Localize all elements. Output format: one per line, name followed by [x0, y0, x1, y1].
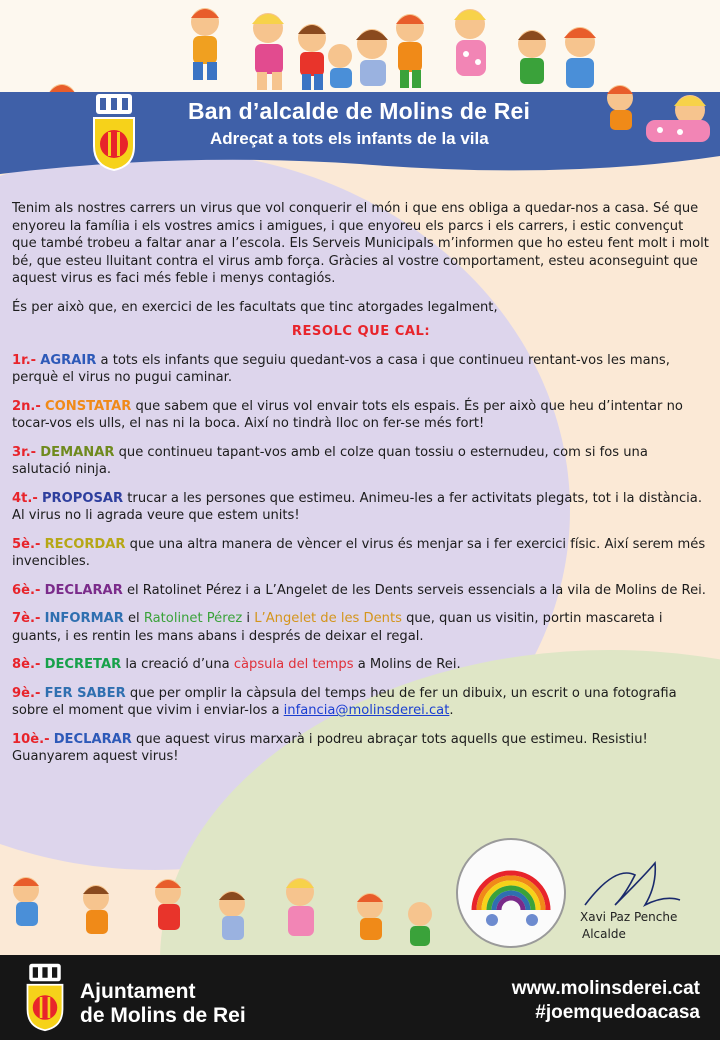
item-number: 5è.- [12, 536, 41, 552]
kids-bottom-illustration [0, 868, 460, 956]
footer-hashtag: #joemquedoacasa [535, 1002, 700, 1023]
signatory-name: Xavi Paz Penche [580, 910, 678, 924]
item-keyword: DECRETAR [44, 657, 122, 672]
footer-website-link[interactable]: www.molinsderei.cat [511, 978, 700, 999]
item-keyword: INFORMAR [44, 611, 124, 626]
footer-org-name-line1: Ajuntament [80, 980, 196, 1003]
item-highlight: Ratolinet Pérez [143, 611, 243, 626]
decree-item [12, 398, 710, 433]
signature-icon [575, 855, 685, 915]
decree-item [12, 352, 710, 387]
item-text: . [449, 703, 454, 718]
decree-item [12, 490, 710, 525]
item-text: la creació d’una [121, 657, 234, 672]
intro-preamble: És per això que, en exercici de les facultats que tinc atorgades legalment, [12, 299, 498, 315]
item-text: el [123, 611, 144, 626]
decree-item [12, 685, 710, 720]
item-keyword: DECLARAR [44, 582, 123, 598]
item-text: que continueu tapant-vos amb el colze quan tossiu o esternudeu, com si fos una salutació ninja. [12, 444, 648, 477]
item-text: que aquest virus marxarà i podreu abraçar tots aquells que estimeu. Resistiu! Guanyarem aquest virus! [12, 731, 648, 764]
footer-crest-icon [24, 962, 66, 1032]
item-text: a tots els infants que seguiu quedant-vos a casa i que continueu rentant-vos les mans, perquè el virus no pugui caminar. [12, 352, 670, 385]
item-keyword: DECLARAR [53, 731, 132, 747]
municipal-crest-icon [90, 92, 138, 172]
item-text: a Molins de Rei. [353, 657, 461, 672]
rainbow-seal [456, 838, 566, 948]
item-keyword: FER SABER [44, 685, 126, 701]
item-number: 10è.- [12, 731, 50, 747]
decree-item [12, 536, 710, 571]
decree-item [12, 731, 710, 766]
item-number: 6è.- [12, 582, 41, 598]
item-highlight: càpsula del temps [233, 657, 354, 672]
kids-banner-right-illustration [590, 70, 720, 160]
intro-paragraph: Tenim als nostres carrers un virus que vol conquerir el món i que ens obliga a quedar-nos a casa. Sé que enyoreu la família i els vostres amics i amigues, i que enyoreu els parcs i els carrers, i estic convençut que també trobeu a faltar anar a l’escola. Els Serveis Municipals m’informen que ho esteu fent molt i molt bé, que esteu lluitant contra el virus amb força. Gràcies al vostre comportament, esteu aconseguint que aquest virus es faci més feble i menys contagiós. [12, 201, 709, 286]
item-number: 8è.- [12, 657, 41, 672]
item-number: 2n.- [12, 398, 41, 414]
email-link[interactable]: infancia@molinsderei.cat [283, 703, 450, 718]
item-text: que per omplir la càpsula del temps heu de fer un dibuix, un escrit o una fotografia sobre el moment que vivim i enviar-los a [12, 685, 677, 718]
resolution-heading: RESOLC QUE CAL: [291, 324, 431, 339]
item-text: i [242, 611, 255, 626]
item-number: 9è.- [12, 685, 41, 701]
item-keyword: RECORDAR [44, 536, 126, 552]
decree-item [12, 582, 710, 600]
item-number: 1r.- [12, 352, 37, 368]
item-text: que una altra manera de vèncer el virus és menjar sa i fer exercici físic. Així serem més invencibles. [12, 536, 706, 569]
item-text: trucar a les persones que estimeu. Animeu-les a fer activitats plegats, tot i la distància. Al virus no li agrada veure que estem units! [12, 490, 702, 523]
footer-org-name-line2: de Molins de Rei [80, 1004, 246, 1027]
page-title: Ban d’alcalde de Molins de Rei [188, 98, 531, 124]
item-number: 4t.- [12, 490, 38, 506]
signatory-role: Alcalde [582, 927, 626, 941]
item-number: 3r.- [12, 444, 37, 460]
item-highlight: L’Angelet de les Dents [254, 611, 402, 626]
decree-body [12, 200, 710, 777]
item-keyword: AGRAIR [40, 352, 97, 368]
item-number: 7è.- [12, 611, 41, 626]
item-text: el Ratolinet Pérez i a L’Angelet de les Dents serveis essencials a la vila de Molins de Rei. [122, 582, 706, 598]
page-subtitle: Adreçat a tots els infants de la vila [210, 129, 489, 148]
item-keyword: DEMANAR [40, 444, 115, 460]
rainbow-icon [458, 840, 564, 946]
item-text: que, quan us visitin, portin mascareta i guants, i es rentin les mans abans i després de deixar el regal. [12, 611, 663, 644]
item-text: que sabem que el virus vol envair tots els espais. És per això que heu d’intentar no tocar-vos els ulls, el nas ni la boca. Així no tindrà lloc on fer-se més fort! [12, 398, 683, 431]
decree-item [12, 444, 710, 479]
item-keyword: PROPOSAR [41, 490, 124, 506]
decree-item [12, 610, 710, 645]
decree-item [12, 656, 710, 674]
item-keyword: CONSTATAR [45, 398, 132, 414]
